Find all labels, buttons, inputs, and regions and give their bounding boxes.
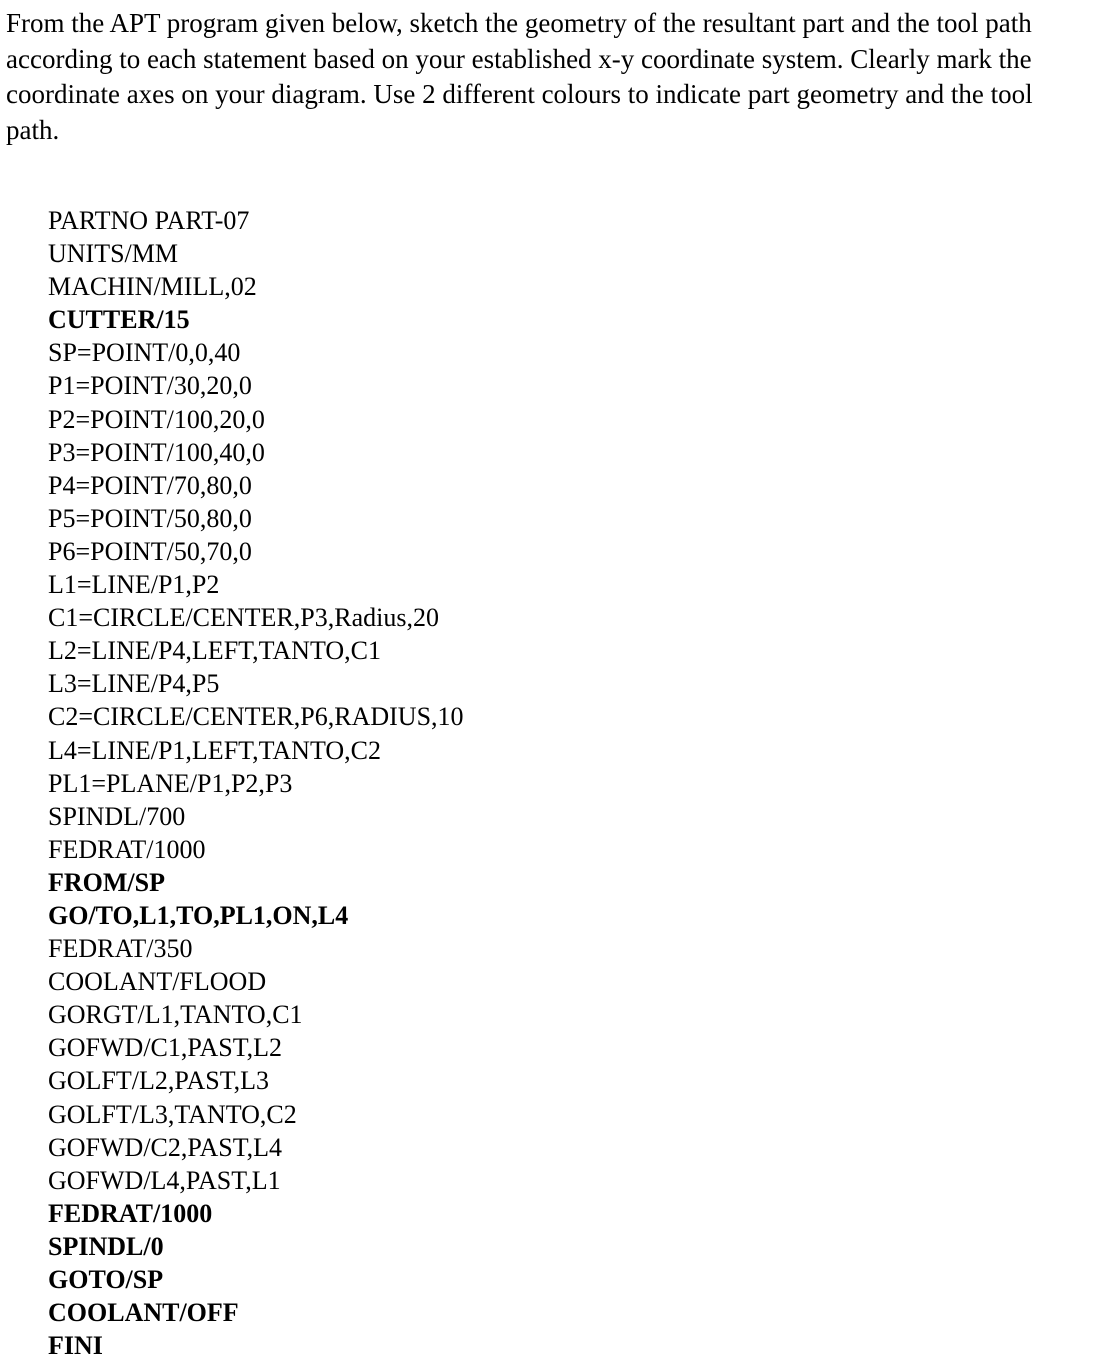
program-line: GOLFT/L3,TANTO,C2 (48, 1099, 297, 1129)
program-line: P5=POINT/50,80,0 (48, 503, 252, 533)
program-line: GO/TO,L1,TO,PL1,ON,L4 (48, 900, 349, 930)
program-line: FEDRAT/1000 (48, 834, 206, 864)
program-line: MACHIN/MILL,02 (48, 272, 257, 302)
program-line: SPINDL/0 (48, 1231, 164, 1261)
program-line: L1=LINE/P1,P2 (48, 570, 220, 600)
program-line: C2=CIRCLE/CENTER,P6,RADIUS,10 (48, 702, 464, 732)
program-line: FEDRAT/1000 (48, 1198, 213, 1228)
program-line: L4=LINE/P1,LEFT,TANTO,C2 (48, 735, 381, 765)
program-line: GOFWD/C1,PAST,L2 (48, 1033, 283, 1063)
program-line: L2=LINE/P4,LEFT,TANTO,C1 (48, 636, 381, 666)
program-line: P2=POINT/100,20,0 (48, 404, 265, 434)
program-line: GOTO/SP (48, 1265, 164, 1294)
program-line: PL1=PLANE/P1,P2,P3 (48, 768, 293, 798)
program-line: UNITS/MM (48, 239, 179, 269)
program-line: CUTTER/15 (48, 305, 190, 335)
program-line: FEDRAT/350 (48, 934, 193, 964)
program-line: SPINDL/700 (48, 801, 186, 831)
program-line: COOLANT/FLOOD (48, 967, 267, 997)
program-line: P3=POINT/100,40,0 (48, 437, 265, 467)
program-line: P4=POINT/70,80,0 (48, 470, 252, 500)
apt-program-listing (48, 204, 464, 1362)
program-line: GORGT/L1,TANTO,C1 (48, 1000, 303, 1030)
question-text: From the APT program given below, sketch the geometry of the resultant part and the tool path according to each statement based on your established x-y coordinate system. Clearly mark the coordinate axes on your diagram. Use 2 different colours to indicate part geometry and the tool path. (6, 8, 1033, 145)
program-line: GOFWD/C2,PAST,L4 (48, 1132, 283, 1162)
program-line: GOFWD/L4,PAST,L1 (48, 1165, 281, 1195)
program-line: FINI (48, 1331, 103, 1361)
program-line: PARTNO PART-07 (48, 206, 250, 235)
program-line: C1=CIRCLE/CENTER,P3,Radius,20 (48, 603, 439, 633)
program-line: GOLFT/L2,PAST,L3 (48, 1066, 270, 1096)
program-line: P6=POINT/50,70,0 (48, 536, 252, 566)
program-line: P1=POINT/30,20,0 (48, 371, 252, 401)
program-line: SP=POINT/0,0,40 (48, 338, 241, 368)
program-line: L3=LINE/P4,P5 (48, 669, 220, 699)
program-line: FROM/SP (48, 867, 165, 897)
program-line: COOLANT/OFF (48, 1298, 239, 1328)
